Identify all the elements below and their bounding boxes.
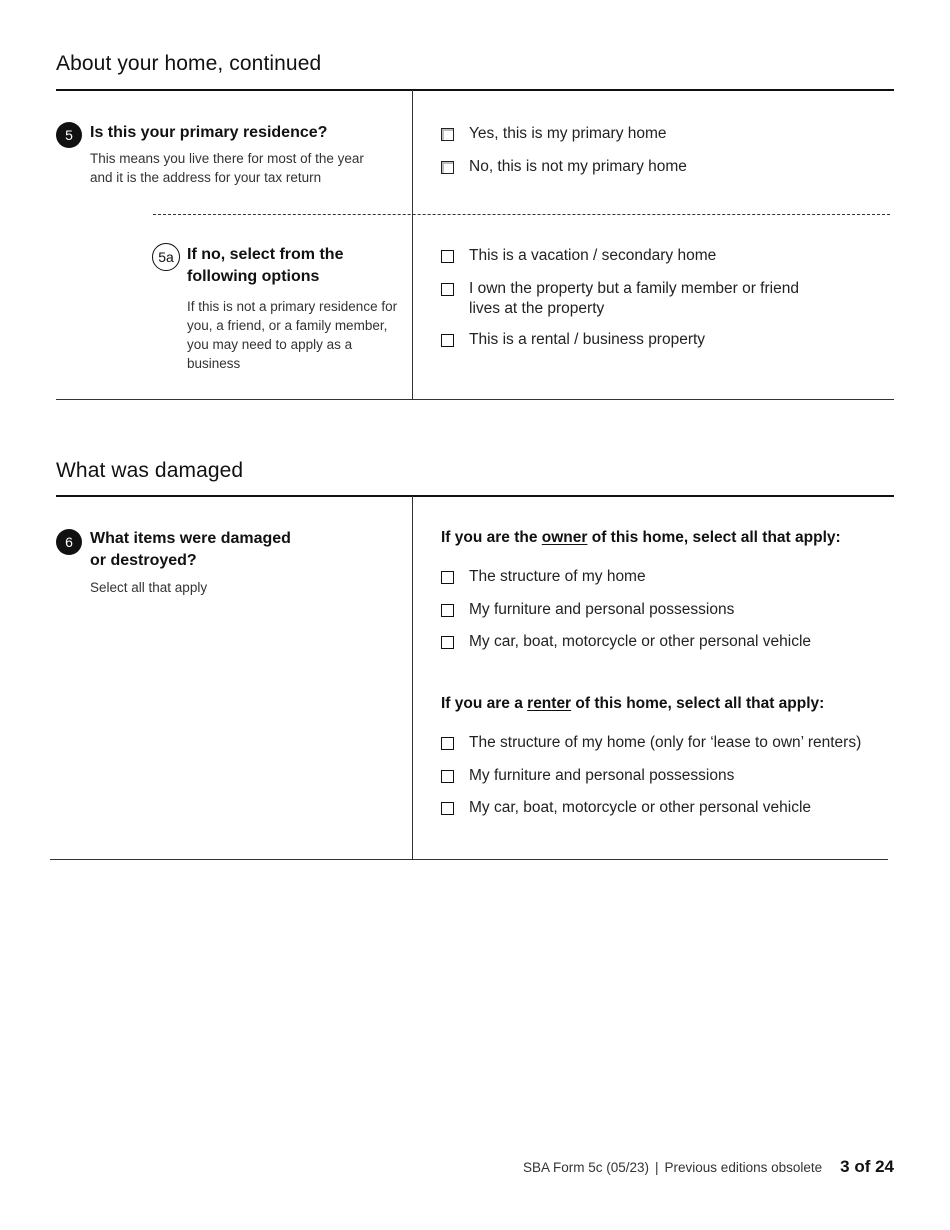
option-label: This is a vacation / secondary home: [469, 247, 717, 264]
option-label: Yes, this is my primary home: [469, 125, 667, 142]
renter-heading-prefix: If you are a: [441, 695, 528, 712]
option-label: The structure of my home: [469, 568, 646, 585]
section-divider: [56, 89, 894, 91]
section-bottom-line: [50, 859, 888, 860]
question-6-help: Select all that apply: [90, 580, 208, 595]
option-family-lives[interactable]: [441, 279, 801, 319]
checkbox-icon[interactable]: [441, 161, 454, 174]
option-rental-business[interactable]: [441, 330, 705, 350]
option-label: My furniture and personal possessions: [469, 601, 735, 618]
checkbox-icon[interactable]: [441, 802, 454, 815]
question-5a-title: If no, select from the following options: [187, 246, 344, 285]
column-divider: [412, 496, 413, 860]
question-5-help: This means you live there for most of the year and it is the address for your tax return: [90, 151, 364, 185]
option-label: The structure of my home (only for ‘lease to own’ renters): [469, 734, 862, 751]
section-title-about-home: About your home, continued: [56, 52, 322, 75]
checkbox-icon[interactable]: [441, 737, 454, 750]
checkbox-icon[interactable]: [441, 604, 454, 617]
question-5-title: Is this your primary residence?: [90, 124, 328, 141]
owner-heading-keyword: owner: [541, 529, 588, 546]
owner-heading-suffix: of this home, select all that apply:: [587, 529, 841, 546]
checkbox-icon[interactable]: [441, 250, 454, 263]
option-owner-structure[interactable]: [441, 567, 646, 587]
option-renter-vehicle[interactable]: [441, 798, 811, 818]
owner-heading-prefix: If you are the: [441, 529, 542, 546]
option-owner-furniture[interactable]: [441, 600, 734, 620]
checkbox-icon[interactable]: [441, 128, 454, 141]
question-5a-help: If this is not a primary residence for you, a friend, or a family member, you may need to apply as a business: [187, 299, 398, 371]
option-renter-structure[interactable]: [441, 733, 861, 753]
dashed-divider: [153, 214, 890, 215]
option-primary-home-no[interactable]: [441, 157, 687, 177]
checkbox-icon[interactable]: [441, 770, 454, 783]
page-footer: [523, 1157, 894, 1177]
editions-notice: Previous editions obsolete: [664, 1160, 823, 1175]
checkbox-icon[interactable]: [441, 283, 454, 296]
option-owner-vehicle[interactable]: [441, 632, 811, 652]
checkbox-icon[interactable]: [441, 571, 454, 584]
footer-separator: |: [655, 1160, 659, 1175]
section-divider: [56, 495, 894, 497]
option-vacation-home[interactable]: [441, 246, 716, 266]
option-label: My furniture and personal possessions: [469, 767, 735, 784]
question-6-title: What items were damaged or destroyed?: [90, 530, 291, 569]
section-bottom-line: [56, 399, 894, 400]
option-label: My car, boat, motorcycle or other personal vehicle: [469, 633, 812, 650]
question-5a-number-badge: 5a: [152, 243, 180, 271]
checkbox-icon[interactable]: [441, 636, 454, 649]
renter-heading-keyword: renter: [527, 695, 572, 712]
form-id: SBA Form 5c (05/23): [522, 1160, 650, 1175]
page-number: 3 of 24: [840, 1157, 894, 1176]
renter-heading-suffix: of this home, select all that apply:: [571, 695, 825, 712]
checkbox-icon[interactable]: [441, 334, 454, 347]
option-label: My car, boat, motorcycle or other personal vehicle: [469, 799, 812, 816]
owner-heading: [441, 528, 841, 548]
question-5-number-badge: 5: [56, 122, 82, 148]
option-label: This is a rental / business property: [469, 331, 706, 348]
option-primary-home-yes[interactable]: [441, 124, 667, 144]
option-label: No, this is not my primary home: [469, 158, 687, 175]
column-divider: [412, 90, 413, 400]
option-renter-furniture[interactable]: [441, 766, 734, 786]
renter-heading: [441, 694, 824, 714]
section-title-what-damaged: What was damaged: [56, 459, 244, 482]
option-label: I own the property but a family member or friend lives at the property: [469, 280, 799, 317]
question-6-number-badge: 6: [56, 529, 82, 555]
